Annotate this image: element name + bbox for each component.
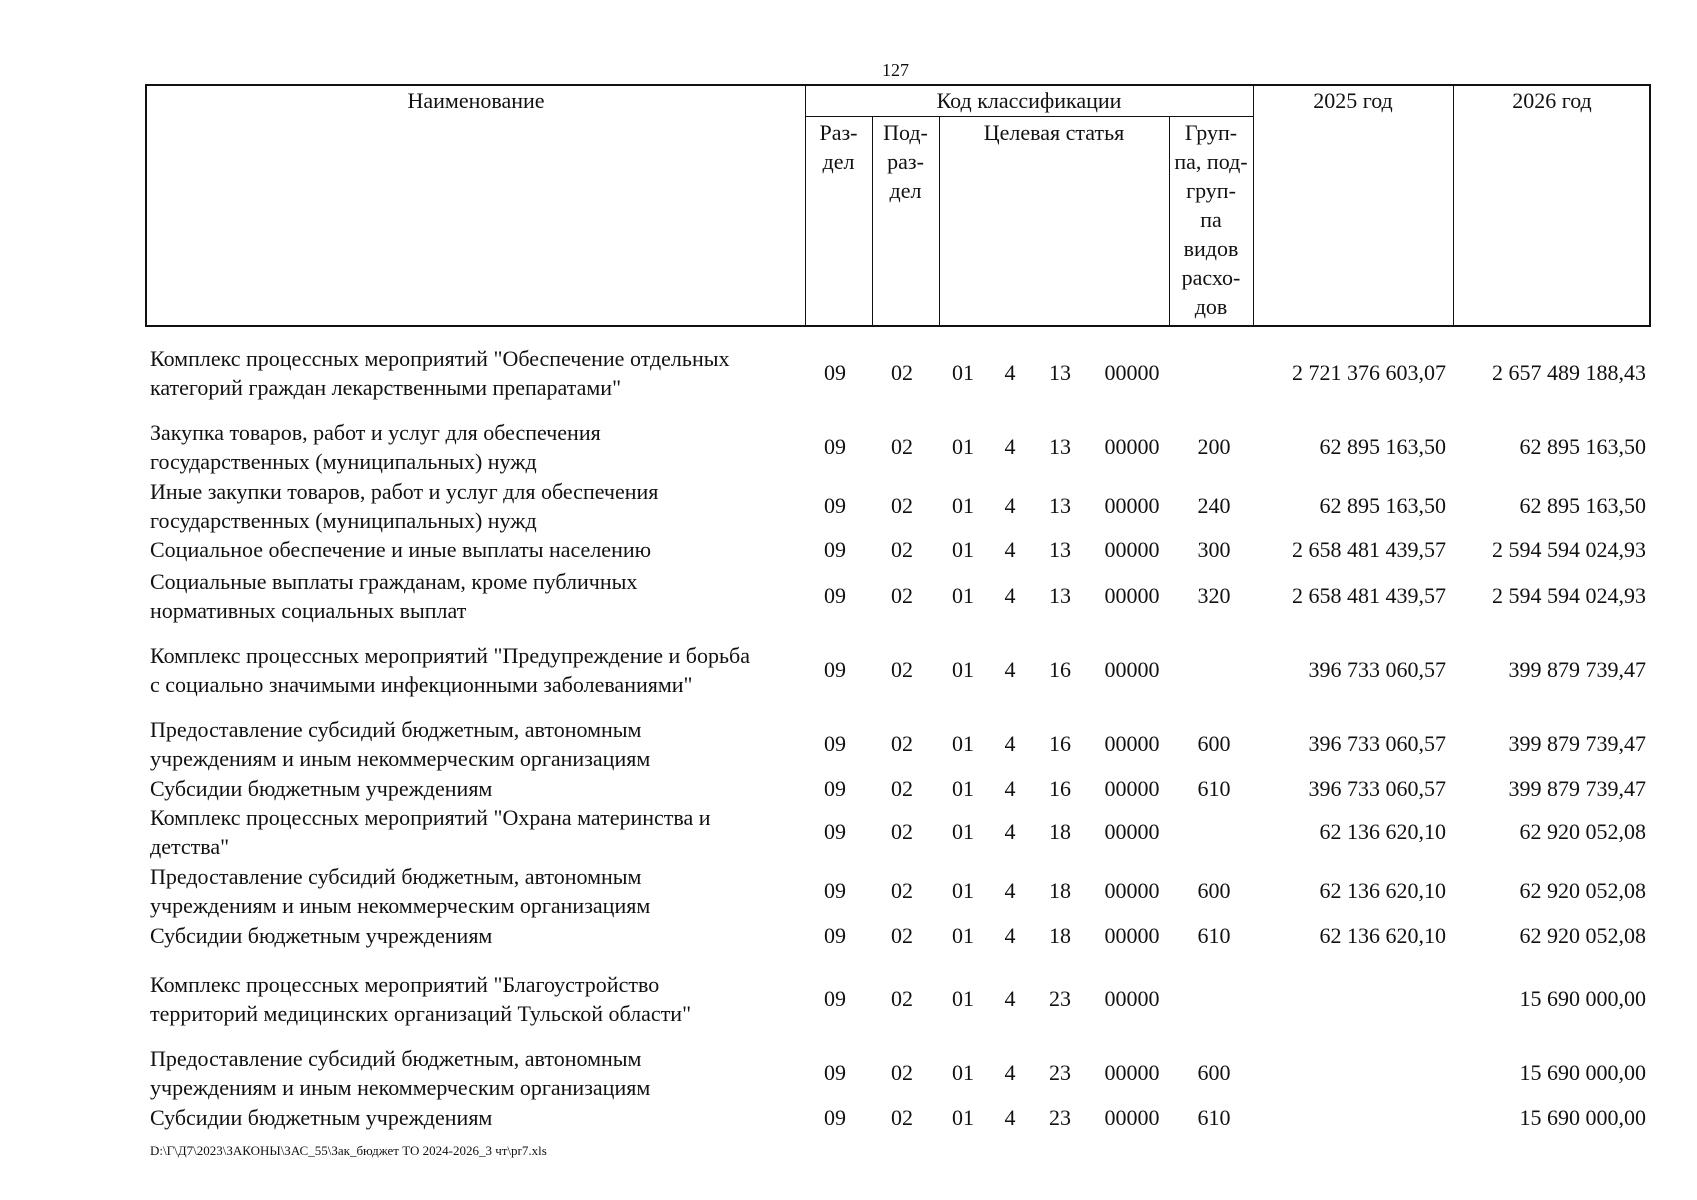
row-target-type: 4 [1004, 657, 1016, 682]
row-podrazdel: 02 [891, 878, 913, 903]
row-amount-2026: 62 920 052,08 [1519, 819, 1646, 844]
row-podrazdel: 02 [891, 434, 913, 459]
row-target-direction: 00000 [1104, 731, 1160, 756]
row-target-direction: 00000 [1104, 776, 1160, 801]
row-target-direction: 00000 [1104, 1105, 1160, 1130]
row-name-line: Закупка товаров, работ и услуг для обеспечения [150, 420, 601, 445]
row-name-line: учреждениям и иным некоммерческим организациям [150, 893, 651, 918]
row-target-direction: 00000 [1104, 360, 1160, 385]
row-razdel: 09 [824, 537, 846, 562]
row-amount-2025: 62 136 620,10 [1319, 923, 1446, 948]
row-razdel: 09 [824, 776, 846, 801]
header-podrazdel-line: раз- [887, 149, 924, 174]
row-amount-2025: 62 136 620,10 [1319, 878, 1446, 903]
header-group-line: груп- [1186, 178, 1236, 203]
row-expense-group: 610 [1197, 776, 1231, 801]
header-group-line: Груп- [1184, 120, 1238, 145]
row-amount-2026: 2 594 594 024,93 [1492, 537, 1646, 562]
row-expense-group: 600 [1197, 878, 1231, 903]
row-target-direction: 00000 [1104, 434, 1160, 459]
row-amount-2026: 62 895 163,50 [1519, 434, 1646, 459]
row-podrazdel: 02 [891, 583, 913, 608]
page-number: 127 [882, 60, 909, 80]
row-razdel: 09 [824, 986, 846, 1011]
row-target-complex: 16 [1049, 657, 1071, 682]
row-name-line: учреждениям и иным некоммерческим организациям [150, 1075, 651, 1100]
row-target-type: 4 [1004, 731, 1016, 756]
row-target-program: 01 [952, 360, 974, 385]
header-divider [1453, 86, 1454, 325]
row-expense-group: 610 [1197, 923, 1231, 948]
row-target-complex: 18 [1049, 923, 1071, 948]
header-classification: Код классификации [936, 88, 1122, 113]
row-name [150, 715, 810, 773]
row-target-direction: 00000 [1104, 986, 1160, 1011]
row-target-type: 4 [1004, 360, 1016, 385]
row-target-direction: 00000 [1104, 493, 1160, 518]
header-podrazdel-line: Под- [883, 120, 928, 145]
row-amount-2026: 62 920 052,08 [1519, 878, 1646, 903]
row-expense-group: 240 [1197, 493, 1231, 518]
row-name-line: Комплекс процессных мероприятий "Предупреждение и борьба [150, 643, 750, 668]
row-target-complex: 16 [1049, 731, 1071, 756]
row-expense-group: 200 [1197, 434, 1231, 459]
row-target-program: 01 [952, 776, 974, 801]
row-amount-2026: 2 594 594 024,93 [1492, 583, 1646, 608]
header-group-line: расхо- [1181, 265, 1241, 290]
row-target-direction: 00000 [1104, 1060, 1160, 1085]
row-target-complex: 18 [1049, 819, 1071, 844]
row-target-type: 4 [1004, 819, 1016, 844]
row-amount-2025: 2 658 481 439,57 [1292, 537, 1446, 562]
row-razdel: 09 [824, 434, 846, 459]
row-name [150, 921, 810, 950]
row-amount-2026: 15 690 000,00 [1519, 1060, 1646, 1085]
row-target-complex: 18 [1049, 878, 1071, 903]
row-expense-group: 610 [1197, 1105, 1231, 1130]
row-razdel: 09 [824, 657, 846, 682]
row-name-line: Социальные выплаты гражданам, кроме публичных [150, 569, 638, 594]
header-target: Целевая статья [983, 120, 1125, 145]
row-name [150, 1044, 810, 1102]
row-name-line: учреждениям и иным некоммерческим организациям [150, 746, 651, 771]
row-amount-2026: 15 690 000,00 [1519, 986, 1646, 1011]
row-target-type: 4 [1004, 776, 1016, 801]
row-name-line: Социальное обеспечение и иные выплаты населению [150, 537, 652, 562]
row-name [150, 1103, 810, 1132]
row-name-line: детства" [150, 834, 230, 859]
header-divider [1253, 86, 1254, 325]
row-target-direction: 00000 [1104, 819, 1160, 844]
header-group-line: дов [1194, 294, 1228, 319]
row-razdel: 09 [824, 923, 846, 948]
row-name-line: Предоставление субсидий бюджетным, автономным [150, 1046, 642, 1071]
row-name [150, 970, 810, 1028]
row-podrazdel: 02 [891, 923, 913, 948]
row-expense-group: 300 [1197, 537, 1231, 562]
row-razdel: 09 [824, 1105, 846, 1130]
row-target-complex: 23 [1049, 1060, 1071, 1085]
row-amount-2025: 2 658 481 439,57 [1292, 583, 1446, 608]
header-name: Наименование [407, 88, 545, 113]
row-target-program: 01 [952, 923, 974, 948]
row-razdel: 09 [824, 731, 846, 756]
row-target-direction: 00000 [1104, 537, 1160, 562]
header-divider [805, 116, 1253, 117]
row-target-complex: 13 [1049, 493, 1071, 518]
row-target-type: 4 [1004, 1060, 1016, 1085]
row-podrazdel: 02 [891, 493, 913, 518]
row-amount-2025: 62 136 620,10 [1319, 819, 1446, 844]
row-target-program: 01 [952, 657, 974, 682]
row-podrazdel: 02 [891, 657, 913, 682]
row-razdel: 09 [824, 583, 846, 608]
row-amount-2026: 15 690 000,00 [1519, 1105, 1646, 1130]
row-podrazdel: 02 [891, 731, 913, 756]
row-name-line: территорий медицинских организаций Тульской области" [150, 1001, 692, 1026]
row-podrazdel: 02 [891, 360, 913, 385]
row-target-program: 01 [952, 1105, 974, 1130]
row-razdel: 09 [824, 819, 846, 844]
row-target-type: 4 [1004, 878, 1016, 903]
row-name [150, 774, 810, 803]
row-name-line: Комплекс процессных мероприятий "Благоустройство [150, 972, 660, 997]
row-amount-2025: 2 721 376 603,07 [1292, 360, 1446, 385]
row-name-line: Иные закупки товаров, работ и услуг для обеспечения [150, 479, 659, 504]
header-2025: 2025 год [1313, 88, 1393, 113]
row-amount-2026: 62 895 163,50 [1519, 493, 1646, 518]
row-target-program: 01 [952, 878, 974, 903]
row-podrazdel: 02 [891, 819, 913, 844]
row-target-direction: 00000 [1104, 657, 1160, 682]
header-group-line: па, под- [1174, 149, 1248, 174]
row-target-program: 01 [952, 731, 974, 756]
row-target-complex: 16 [1049, 776, 1071, 801]
row-name-line: государственных (муниципальных) нужд [150, 508, 537, 533]
header-razdel-line: Раз- [819, 120, 858, 145]
header-group-line: видов [1183, 236, 1239, 261]
row-name-line: Субсидии бюджетным учреждениям [150, 1105, 493, 1130]
row-podrazdel: 02 [891, 986, 913, 1011]
row-razdel: 09 [824, 1060, 846, 1085]
row-target-direction: 00000 [1104, 583, 1160, 608]
row-podrazdel: 02 [891, 776, 913, 801]
row-amount-2025: 62 895 163,50 [1319, 434, 1446, 459]
header-group [1169, 118, 1253, 321]
row-expense-group: 320 [1197, 583, 1231, 608]
row-amount-2026: 399 879 739,47 [1508, 731, 1646, 756]
header-razdel [805, 118, 872, 176]
header-group-line: па [1200, 207, 1222, 232]
row-target-direction: 00000 [1104, 878, 1160, 903]
row-target-type: 4 [1004, 986, 1016, 1011]
row-razdel: 09 [824, 493, 846, 518]
row-razdel: 09 [824, 878, 846, 903]
row-target-type: 4 [1004, 434, 1016, 459]
row-target-complex: 23 [1049, 986, 1071, 1011]
row-name-line: государственных (муниципальных) нужд [150, 449, 537, 474]
header-divider [939, 116, 940, 325]
row-amount-2025: 396 733 060,57 [1308, 657, 1446, 682]
row-amount-2025: 396 733 060,57 [1308, 776, 1446, 801]
row-target-type: 4 [1004, 923, 1016, 948]
row-podrazdel: 02 [891, 537, 913, 562]
row-target-complex: 13 [1049, 360, 1071, 385]
header-razdel-line: дел [822, 149, 855, 174]
row-name [150, 344, 810, 402]
row-name-line: Субсидии бюджетным учреждениям [150, 776, 493, 801]
row-target-complex: 13 [1049, 583, 1071, 608]
row-name [150, 418, 810, 476]
row-name [150, 641, 810, 699]
row-amount-2026: 2 657 489 188,43 [1492, 360, 1646, 385]
row-name [150, 535, 810, 564]
row-name-line: Предоставление субсидий бюджетным, автономным [150, 717, 642, 742]
row-name [150, 477, 810, 535]
row-name-line: категорий граждан лекарственными препаратами" [150, 375, 622, 400]
row-amount-2026: 399 879 739,47 [1508, 776, 1646, 801]
row-expense-group: 600 [1197, 1060, 1231, 1085]
table-header [145, 84, 1651, 327]
row-name-line: Субсидии бюджетным учреждениям [150, 923, 493, 948]
row-name [150, 803, 810, 861]
row-amount-2026: 399 879 739,47 [1508, 657, 1646, 682]
row-name [150, 862, 810, 920]
row-name-line: Комплекс процессных мероприятий "Обеспечение отдельных [150, 346, 730, 371]
header-2026: 2026 год [1512, 88, 1592, 113]
row-target-complex: 13 [1049, 537, 1071, 562]
row-amount-2025: 62 895 163,50 [1319, 493, 1446, 518]
row-name-line: Предоставление субсидий бюджетным, автономным [150, 864, 642, 889]
row-name [150, 567, 810, 625]
row-podrazdel: 02 [891, 1060, 913, 1085]
header-podrazdel-line: дел [889, 178, 922, 203]
row-amount-2025: 396 733 060,57 [1308, 731, 1446, 756]
row-target-type: 4 [1004, 583, 1016, 608]
row-target-program: 01 [952, 986, 974, 1011]
row-expense-group: 600 [1197, 731, 1231, 756]
row-podrazdel: 02 [891, 1105, 913, 1130]
row-name-line: Комплекс процессных мероприятий "Охрана материнства и [150, 805, 711, 830]
row-razdel: 09 [824, 360, 846, 385]
row-target-program: 01 [952, 1060, 974, 1085]
row-target-program: 01 [952, 434, 974, 459]
row-name-line: с социально значимыми инфекционными заболеваниями" [150, 672, 693, 697]
header-podrazdel [872, 118, 939, 205]
row-target-program: 01 [952, 537, 974, 562]
row-target-type: 4 [1004, 493, 1016, 518]
row-target-complex: 13 [1049, 434, 1071, 459]
row-target-program: 01 [952, 819, 974, 844]
row-target-type: 4 [1004, 537, 1016, 562]
row-target-program: 01 [952, 583, 974, 608]
footer-file-path: D:\Г\Д7\2023\ЗАКОНЫ\ЗАС_55\Зак_бюджет ТО 2024-2026_3 чт\pr7.xls [150, 1143, 547, 1158]
row-amount-2026: 62 920 052,08 [1519, 923, 1646, 948]
row-target-complex: 23 [1049, 1105, 1071, 1130]
row-target-program: 01 [952, 493, 974, 518]
row-target-direction: 00000 [1104, 923, 1160, 948]
row-name-line: нормативных социальных выплат [150, 598, 467, 623]
row-target-type: 4 [1004, 1105, 1016, 1130]
